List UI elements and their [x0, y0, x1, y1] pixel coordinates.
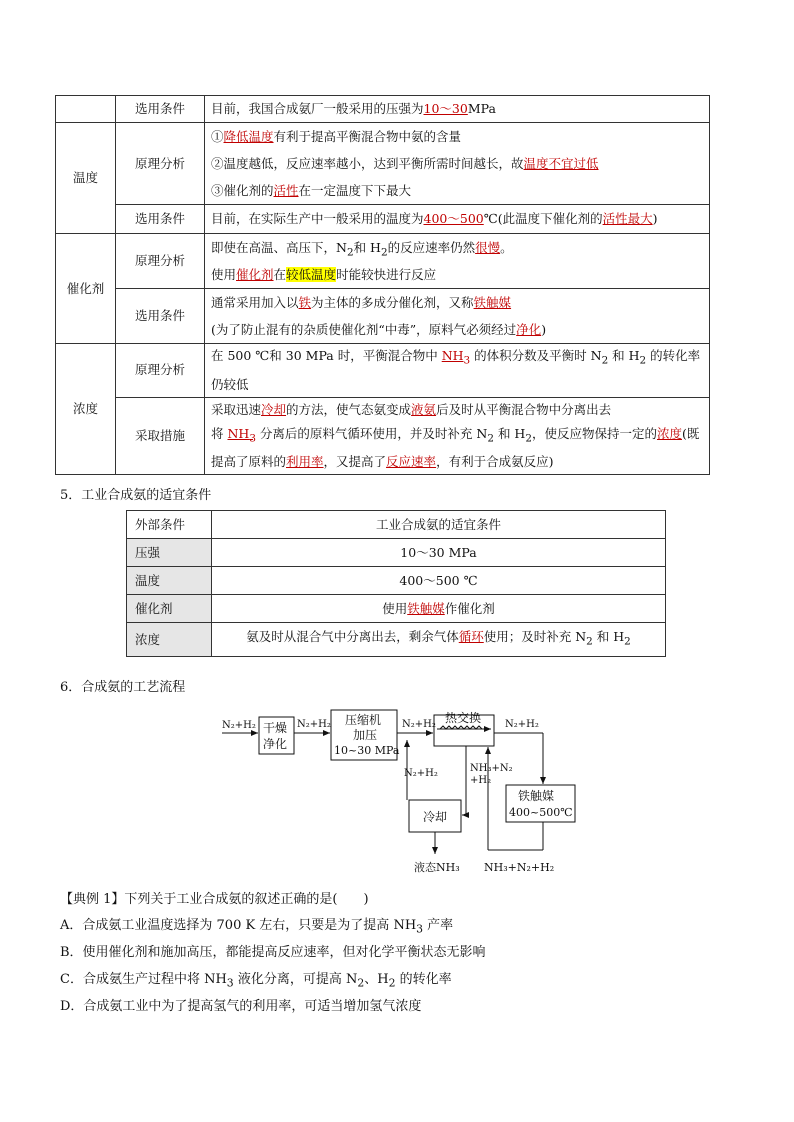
temperature-category: 温度 [56, 123, 116, 234]
heat-exchange-label: 热交换 [445, 711, 482, 725]
liquid-ammonia-label: 液态NH₃ [414, 861, 460, 874]
header-cell: 工业合成氨的适宜条件 [212, 511, 666, 539]
temp-line-2: ②温度越低，反应速率越小，达到平衡所需时间越长，故温度不宜过低 [211, 156, 599, 171]
measure-line-3: 提高了原料的利用率，又提高了反应速率，有利于合成氨反应) [211, 454, 554, 469]
condition-value: 400～500 ℃ [212, 567, 666, 595]
option-c: C．合成氨生产过程中将 $NH_3$ 液化分离，可提高 $N_2$、$H_2$ 的转化率 [60, 972, 452, 990]
cat-select-2: (为了防止混有的杂质使催化剂“中毒”，原料气必须经过净化) [211, 322, 547, 337]
select-label: 选用条件 [116, 289, 205, 344]
principle-label: 原理分析 [116, 344, 205, 398]
condition-key: 温度 [127, 567, 212, 595]
cooling-label: 冷却 [423, 810, 448, 824]
flow-label-after-dry: N₂+H₂ [297, 719, 331, 730]
option-d: D．合成氨工业中为了提高氢气的利用率，可适当增加氢气浓度 [60, 999, 422, 1014]
condition-key: 浓度 [127, 623, 212, 657]
select-label: 选用条件 [116, 205, 205, 234]
condition-key: 催化剂 [127, 595, 212, 623]
catalyst-category: 催化剂 [56, 234, 116, 344]
measure-label: 采取措施 [116, 397, 205, 475]
flow-label-after-compressor: N₂+H₂ [402, 719, 436, 730]
principle-label: 原理分析 [116, 123, 205, 205]
condition-key: 压强 [127, 539, 212, 567]
flow-label-input: N₂+H₂ [222, 720, 256, 731]
catalyst-label-1: 铁触媒 [518, 789, 555, 803]
option-b: B．使用催化剂和施加高压，都能提高反应速率，但对化学平衡状态无影响 [60, 945, 486, 960]
condition-value: 氨及时从混合气中分离出去，剩余气体循环使用；及时补充 $N_2$ 和 $H_2$ [212, 623, 666, 657]
select-label: 选用条件 [116, 96, 205, 123]
temp-line-3: ③催化剂的活性在一定温度下下最大 [211, 183, 412, 198]
cat-line-1: 即使在高温、高压下，$N_2$和 $H_2$的反应速率仍然很慢。 [211, 240, 513, 259]
section-5-title: 5．工业合成氨的适宜条件 [60, 488, 212, 503]
cat-line-2: 使用催化剂在较低温度时能较快进行反应 [211, 267, 437, 282]
flow-label-after-heat: N₂+H₂ [505, 719, 539, 730]
flow-label-mix-1: NH₃+N₂ [470, 763, 513, 774]
example-question-stem: 【典例 1】下列关于工业合成氨的叙述正确的是( ) [60, 892, 369, 907]
condition-value: 10～30 MPa [212, 539, 666, 567]
pressure-select-text: 目前，我国合成氨厂一般采用的压强为10～30MPa [205, 96, 710, 123]
option-a: A．合成氨工业温度选择为 700 K 左右，只要是为了提高 $NH_3$ 产率 [60, 918, 454, 936]
compressor-label-1: 压缩机 [345, 713, 382, 727]
measure-line-2: 将 $NH_3$ 分离后的原料气循环使用，并及时补充 $N_2$ 和 $H_2$，使反应物保持一定的浓度(既 [211, 425, 700, 444]
header-cell: 外部条件 [127, 511, 212, 539]
compressor-label-3: 10~30 MPa [334, 744, 400, 757]
cat-select-1: 通常采用加入以铁为主体的多成分催化剂，又称铁触媒 [211, 295, 512, 310]
section-6-title: 6．合成氨的工艺流程 [60, 680, 186, 695]
dry-label-1: 干燥 [263, 721, 288, 735]
dry-label-2: 净化 [263, 737, 288, 751]
condition-value: 使用铁触媒作催化剂 [212, 595, 666, 623]
catalyst-label-2: 400~500℃ [509, 806, 573, 819]
compressor-label-2: 加压 [353, 728, 378, 742]
conc-line-2: 仍较低 [211, 376, 249, 392]
principle-label: 原理分析 [116, 234, 205, 289]
flow-label-mix-2: +H₂ [470, 775, 492, 786]
temp-line-1: ①降低温度有利于提高平衡混合物中氨的含量 [211, 129, 462, 144]
temperature-select: 目前，在实际生产中一般采用的温度为400～500℃(此温度下催化剂的活性最大) [205, 205, 710, 234]
flow-label-recycle: N₂+H₂ [404, 768, 438, 779]
catalyst-output-label: NH₃+N₂+H₂ [484, 861, 555, 874]
concentration-category: 浓度 [56, 344, 116, 475]
measure-line-1: 采取迅速冷却的方法，使气态氨变成液氨后及时从平衡混合物中分离出去 [211, 401, 612, 417]
conc-line-1: 在 500 ℃和 30 MPa 时，平衡混合物中 $NH_3$ 的体积分数及平衡时 $N_2$ 和 $H_2$ 的转化率 [211, 348, 701, 367]
